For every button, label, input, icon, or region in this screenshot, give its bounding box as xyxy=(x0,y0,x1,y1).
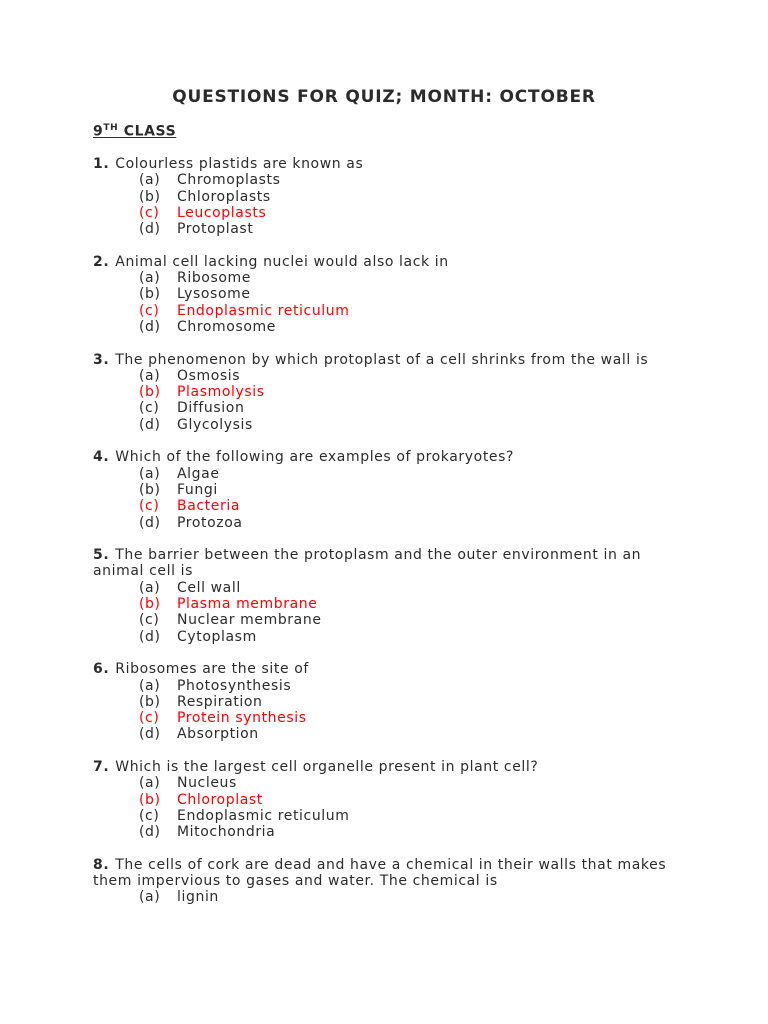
question-item xyxy=(93,661,673,742)
option-letter: (a) xyxy=(139,579,161,596)
option-letter: (d) xyxy=(139,221,161,238)
option-correct xyxy=(93,498,673,514)
option-letter: (a) xyxy=(139,677,161,694)
option-list xyxy=(93,368,673,433)
option-text: Protein synthesis xyxy=(177,710,307,727)
option xyxy=(93,775,673,791)
option-list xyxy=(93,580,673,645)
option-letter: (a) xyxy=(139,270,161,287)
question-number: 8. xyxy=(93,856,110,873)
option-text: Chromosome xyxy=(177,318,276,335)
option-letter: (c) xyxy=(139,204,160,221)
question-body: The cells of cork are dead and have a chemical in their walls that makes them impervious to gases and water. The chemical is xyxy=(93,856,667,890)
question-text xyxy=(93,449,673,465)
option-letter: (d) xyxy=(139,628,161,645)
option-letter: (d) xyxy=(139,514,161,531)
option xyxy=(93,482,673,498)
option xyxy=(93,400,673,416)
option-letter: (b) xyxy=(139,286,161,303)
option-correct xyxy=(93,303,673,319)
option xyxy=(93,221,673,237)
question-text xyxy=(93,857,673,890)
option xyxy=(93,286,673,302)
question-text xyxy=(93,254,673,270)
option xyxy=(93,368,673,384)
option-text: Cytoplasm xyxy=(177,628,257,645)
option xyxy=(93,172,673,188)
question-item xyxy=(93,547,673,645)
option-text: Protozoa xyxy=(177,514,243,531)
option-letter: (a) xyxy=(139,367,161,384)
option-letter: (c) xyxy=(139,498,160,515)
option xyxy=(93,189,673,205)
option xyxy=(93,270,673,286)
question-number: 4. xyxy=(93,449,110,466)
option-text: Plasma membrane xyxy=(177,596,318,613)
option-correct xyxy=(93,384,673,400)
question-text xyxy=(93,352,673,368)
option-letter: (d) xyxy=(139,726,161,743)
question-body: Ribosomes are the site of xyxy=(115,661,309,678)
option-text: Respiration xyxy=(177,693,263,710)
option-letter: (b) xyxy=(139,188,161,205)
question-item xyxy=(93,156,673,237)
option xyxy=(93,889,673,905)
option-list xyxy=(93,466,673,531)
option-text: Mitochondria xyxy=(177,824,276,841)
option-text: Chromoplasts xyxy=(177,172,281,189)
option-list xyxy=(93,678,673,743)
option-letter: (a) xyxy=(139,172,161,189)
option xyxy=(93,515,673,531)
question-item xyxy=(93,449,673,530)
question-body: Animal cell lacking nuclei would also lack in xyxy=(115,253,449,270)
option xyxy=(93,466,673,482)
option-letter: (c) xyxy=(139,400,160,417)
question-item xyxy=(93,759,673,840)
question-number: 3. xyxy=(93,351,110,368)
option xyxy=(93,417,673,433)
class-suffix: TH xyxy=(103,123,119,133)
question-number: 5. xyxy=(93,547,110,564)
question-list xyxy=(93,156,673,922)
option-letter: (a) xyxy=(139,889,161,906)
option xyxy=(93,808,673,824)
question-number: 1. xyxy=(93,156,110,172)
question-body: The barrier between the protoplasm and the outer environment in an animal cell is xyxy=(93,547,642,580)
question-text xyxy=(93,156,673,172)
option-letter: (a) xyxy=(139,775,161,792)
option-text: Endoplasmic reticulum xyxy=(177,807,350,824)
option-letter: (c) xyxy=(139,710,160,727)
option-text: Photosynthesis xyxy=(177,677,292,694)
option-text: Leucoplasts xyxy=(177,204,267,221)
question-body: Which of the following are examples of prokaryotes? xyxy=(115,449,515,466)
class-heading xyxy=(93,123,176,140)
option-correct xyxy=(93,792,673,808)
question-body: The phenomenon by which protoplast of a cell shrinks from the wall is xyxy=(115,351,649,368)
option-letter: (c) xyxy=(139,612,160,629)
option-correct xyxy=(93,710,673,726)
option-letter: (b) xyxy=(139,384,161,401)
option-letter: (d) xyxy=(139,318,161,335)
option-text: Diffusion xyxy=(177,400,245,417)
class-label: CLASS xyxy=(118,123,177,140)
option-letter: (b) xyxy=(139,596,161,613)
option-text: Cell wall xyxy=(177,579,241,596)
option-text: Endoplasmic reticulum xyxy=(177,302,350,319)
question-item xyxy=(93,254,673,335)
option-letter: (d) xyxy=(139,824,161,841)
option-text: lignin xyxy=(177,889,219,906)
question-item xyxy=(93,857,673,906)
option-letter: (b) xyxy=(139,791,161,808)
option-letter: (b) xyxy=(139,481,161,498)
option-text: Lysosome xyxy=(177,286,251,303)
option xyxy=(93,319,673,335)
question-body: Which is the largest cell organelle present in plant cell? xyxy=(115,758,539,775)
question-text xyxy=(93,759,673,775)
option xyxy=(93,629,673,645)
question-number: 2. xyxy=(93,253,110,270)
option-text: Ribosome xyxy=(177,270,251,287)
question-text xyxy=(93,547,673,580)
option-text: Nucleus xyxy=(177,775,237,792)
page-title: QUESTIONS FOR QUIZ; MONTH: OCTOBER xyxy=(172,87,596,107)
option-text: Bacteria xyxy=(177,498,241,515)
option-list xyxy=(93,775,673,840)
class-number: 9 xyxy=(93,123,104,140)
option-letter: (a) xyxy=(139,465,161,482)
question-item xyxy=(93,352,673,433)
question-number: 6. xyxy=(93,661,110,678)
option-text: Chloroplast xyxy=(177,791,263,808)
option-text: Plasmolysis xyxy=(177,384,265,401)
option-letter: (c) xyxy=(139,807,160,824)
option xyxy=(93,694,673,710)
option-letter: (b) xyxy=(139,693,161,710)
option-text: Glycolysis xyxy=(177,416,253,433)
option-text: Fungi xyxy=(177,481,218,498)
option-text: Absorption xyxy=(177,726,259,743)
option xyxy=(93,824,673,840)
option-list xyxy=(93,172,673,237)
option xyxy=(93,678,673,694)
option xyxy=(93,612,673,628)
option-text: Chloroplasts xyxy=(177,188,271,205)
option-text: Algae xyxy=(177,465,220,482)
option-letter: (d) xyxy=(139,416,161,433)
option xyxy=(93,726,673,742)
option xyxy=(93,580,673,596)
option-text: Osmosis xyxy=(177,367,241,384)
option-list xyxy=(93,270,673,335)
question-body: Colourless plastids are known as xyxy=(115,156,364,172)
option-correct xyxy=(93,596,673,612)
option-list xyxy=(93,889,673,905)
option-text: Protoplast xyxy=(177,221,254,238)
option-text: Nuclear membrane xyxy=(177,612,322,629)
question-text xyxy=(93,661,673,677)
question-number: 7. xyxy=(93,758,110,775)
option-letter: (c) xyxy=(139,302,160,319)
option-correct xyxy=(93,205,673,221)
